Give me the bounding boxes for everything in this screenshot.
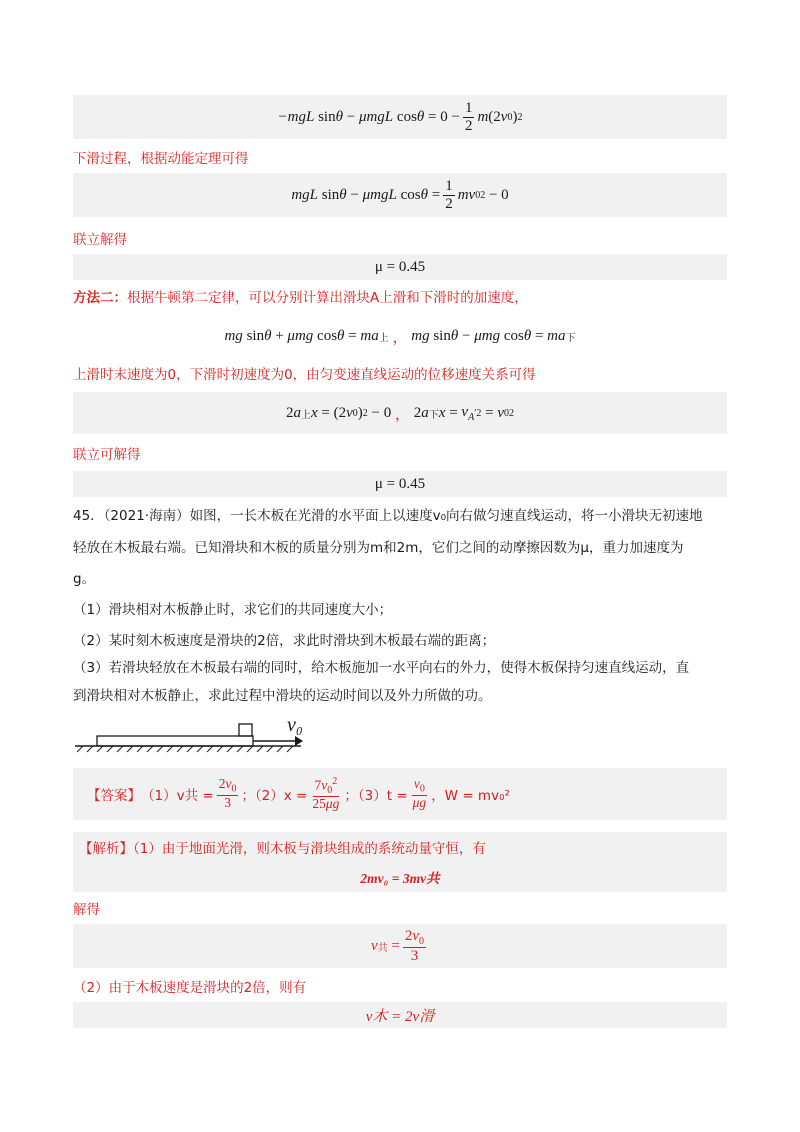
velocity-arrow-head [295,736,303,746]
text-downslide-process: 下滑过程，根据动能定理可得 [73,151,249,167]
problem-45-line2: 轻放在木板最右端。已知滑块和木板的质量分别为m和2m，它们之间的动摩擦因数为μ，重力加速度为 [73,540,684,556]
velocity-label: v₀ [287,714,303,736]
equation-energy-up: −mgL sin θ − μmgL cos θ = 0 − $\frac{1}{2}$ m (2 v 0 ) 2 [73,95,727,139]
equation-mu-result-1: μ = 0.45 [73,254,727,280]
analysis-line-1: 【解析】（1）由于地面光滑，则木板与滑块组成的系统动量守恒，有 [79,841,486,857]
equation-mu-result-2: μ = 0.45 [73,471,727,497]
problem-45-question-2: （2）某时刻木板速度是滑块的2倍，求此时滑块到木板最右端的距离； [73,633,496,649]
small-block [239,724,252,736]
board-block-diagram [73,712,313,762]
text-combine-solve: 联立解得 [73,232,127,248]
problem-45-question-1: （1）滑块相对木板静止时，求它们的共同速度大小； [73,602,393,618]
text-solve: 解得 [73,902,100,918]
text-part-2: （2）由于木板速度是滑块的2倍，则有 [73,980,307,996]
answer-box: 【答案】 （1）v共 = $\frac{2v_0}{3}$ ；（2）x = $\frac{7v_0^2}{25\mu g}$ ；（3）t = $\frac{v_0}{\mu g}$ ，W = mv₀² [73,768,727,820]
analysis-momentum-equation: 2mv₀ = 3mv共 [360,871,440,886]
long-board [97,736,253,746]
problem-45-line3: g。 [73,571,96,587]
equation-velocity-ratio: v木 = 2v滑 [73,1002,727,1028]
ground-hatching [77,746,293,752]
equation-kinematics: 2 a 上 x = (2 v 0 ) 2 − 0 ， 2 a 下 x = $v_A$ ′2 = v 0 2 [73,392,727,434]
equation-energy-down: mgL sin θ − μmgL cos θ = $\frac{1}{2}$ mv 0 2 − 0 [73,173,727,217]
analysis-box [73,832,727,892]
equation-common-velocity: v 共 = $\frac{2v_0}{3}$ [73,924,727,968]
problem-45-question-3b: 到滑块相对木板静止，求此过程中滑块的运动时间以及外力所做的功。 [73,688,492,704]
equation-newton: mg sin θ + μmg cos θ = ma 上 ， mg sin θ − μmg cos θ = ma 下 [73,316,727,356]
text-kinematics: 上滑时末速度为0，下滑时初速度为0，由匀变速直线运动的位移速度关系可得 [73,367,536,383]
text-combine-solve-2: 联立可解得 [73,447,141,463]
text-method-two: 方法二：根据牛顿第二定律，可以分别计算出滑块A上滑和下滑时的加速度， [73,290,528,306]
problem-45-question-3a: （3）若滑块轻放在木板最右端的同时，给木板施加一水平向右的外力，使得木板保持匀速直线运动，直 [73,660,690,676]
problem-45-line1: 45．（2021·海南）如图，一长木板在光滑的水平面上以速度v₀向右做匀速直线运动，将一小滑块无初速地 [73,508,703,524]
